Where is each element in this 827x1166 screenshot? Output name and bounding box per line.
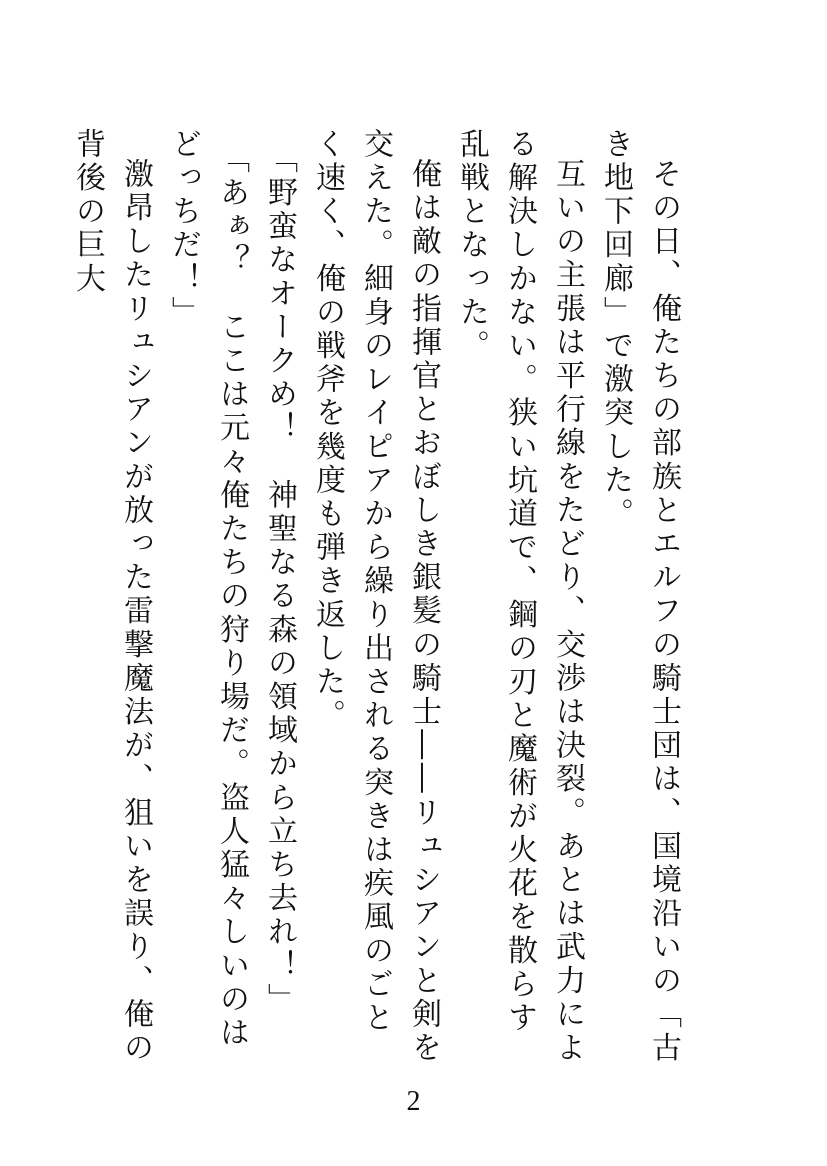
- vertical-text-body: [70, 128, 687, 1068]
- paragraph-1: その日、俺たちの部族とエルフの騎士団は、国境沿いの「古き地下回廊」で激突した。: [598, 128, 681, 1066]
- paragraph-2: 互いの主張は平行線をたどり、交渉は決裂。あとは武力による解決しかない。狭い坑道で、鋼の刃と魔術が火花を散らす乱戦となった。: [454, 128, 585, 1066]
- paragraph-4: 激昂したリュシアンが放った雷撃魔法が、狙いを誤り、俺の背後の巨大: [70, 128, 153, 1066]
- dialogue-line-1: 「野蛮なオークめ！ 神聖なる森の領域から立ち去れ！」: [262, 143, 297, 1017]
- paragraph-3: 俺は敵の指揮官とおぼしき銀髪の騎士――リュシアンと剣を交えた。細身のレイピアから繰り出される突きは疾風のごとく速く、俺の戦斧を幾度も弾き返した。: [310, 128, 441, 1066]
- dialogue-line-2: 「あぁ？ ここは元々俺たちの狩り場だ。盗人猛々しいのはどっちだ！」: [166, 128, 249, 1051]
- page-number: 2: [406, 1086, 421, 1117]
